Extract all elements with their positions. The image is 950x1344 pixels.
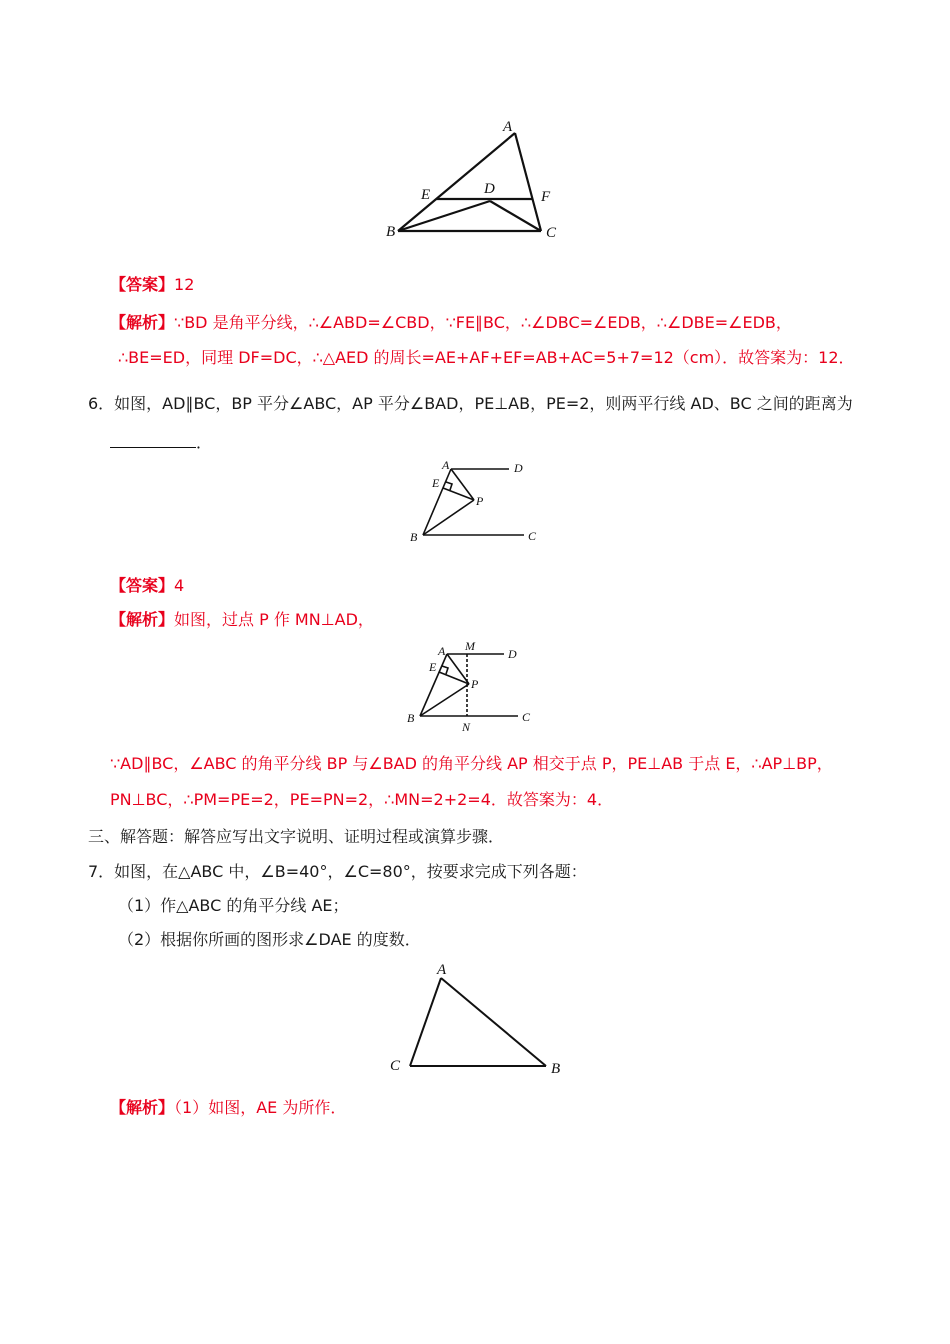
section3-heading: 三、解答题：解答应写出文字说明、证明过程或演算步骤． [88, 827, 505, 846]
q5-analysis-line2: ∴BE=ED，同理 DF=DC，∴△AED 的周长=AE+AF+EF=AB+AC=5+7=12（cm）．故答案为：12． [118, 348, 855, 367]
label-d: D [484, 181, 495, 197]
label-b: B [407, 711, 415, 725]
q7-question: 7．如图，在△ABC 中，∠B=40°，∠C=80°，按要求完成下列各题： [88, 862, 587, 881]
label-n: N [462, 720, 471, 734]
answer-value: 12 [174, 275, 195, 294]
analysis-tag: 【解析】 [110, 1098, 175, 1117]
label-c: C [522, 710, 531, 724]
figure-triangle-abc-efd [380, 112, 570, 247]
analysis-text: （1）如图，AE 为所作． [174, 1098, 347, 1117]
figure-parallel-lines-p [405, 458, 545, 548]
answer-tag: 【答案】 [110, 275, 175, 294]
answer-tag: 【答案】 [110, 576, 175, 595]
triangle-figure-1 [380, 112, 570, 247]
label-f: F [541, 189, 551, 205]
label-m: M [465, 639, 475, 653]
segment-bd [398, 201, 490, 231]
segment-ab [441, 978, 546, 1066]
q6-question-line2 [110, 432, 212, 454]
label-d: D [508, 647, 517, 661]
q6-answer [110, 575, 184, 597]
segment-ac [410, 978, 441, 1066]
label-d: D [514, 461, 523, 475]
q6-analysis-line3: PN⊥BC，∴PM=PE=2，PE=PN=2，∴MN=2+2=4．故答案为：4． [110, 790, 614, 809]
label-e: E [421, 187, 431, 203]
q7-part2: （2）根据你所画的图形求∠DAE 的度数． [118, 930, 421, 949]
label-c: C [546, 225, 557, 241]
q7-analysis [110, 1097, 346, 1119]
figure-parallel-lines-mn [400, 638, 540, 736]
label-b: B [410, 530, 418, 544]
label-e: E [432, 476, 440, 490]
analysis-tag: 【解析】 [110, 610, 175, 629]
label-a: A [437, 962, 447, 978]
analysis-tag: 【解析】 [110, 313, 175, 332]
q6-analysis-line2: ∵AD∥BC，∠ABC 的角平分线 BP 与∠BAD 的角平分线 AP 相交于点 P，PE⊥AB 于点 E，∴AP⊥BP， [110, 754, 833, 773]
label-c: C [390, 1058, 401, 1074]
q6-analysis-intro [110, 609, 374, 631]
segment-ab [398, 133, 515, 231]
analysis-text: 如图，过点 P 作 MN⊥AD， [174, 610, 374, 629]
q7-part1: （1）作△ABC 的角平分线 AE； [118, 896, 349, 915]
label-p: P [471, 677, 479, 691]
triangle-figure-2 [385, 958, 575, 1080]
label-a: A [503, 119, 513, 135]
q5-answer [110, 274, 194, 296]
label-p: P [476, 494, 484, 508]
answer-value: 4 [174, 576, 185, 595]
label-b: B [551, 1061, 561, 1077]
label-a: A [438, 644, 446, 658]
label-b: B [386, 224, 396, 240]
figure-triangle-acb [385, 958, 575, 1080]
q6-question-line1: 6．如图，AD∥BC，BP 平分∠ABC，AP 平分∠BAD，PE⊥AB，PE=2，则两平行线 AD、BC 之间的距离为 [88, 394, 853, 413]
label-a: A [442, 458, 450, 472]
segment-ac [515, 133, 541, 231]
parallel-figure-2 [400, 638, 540, 736]
q5-analysis-line1 [110, 312, 792, 334]
q6-question-tail: ． [196, 433, 213, 452]
parallel-figure-1 [405, 458, 545, 548]
analysis-text: ∵BD 是角平分线，∴∠ABD=∠CBD，∵FE∥BC，∴∠DBC=∠EDB，∴∠DBE=∠EDB， [174, 313, 792, 332]
label-c: C [528, 529, 537, 543]
answer-blank [110, 433, 196, 448]
label-e: E [429, 660, 437, 674]
